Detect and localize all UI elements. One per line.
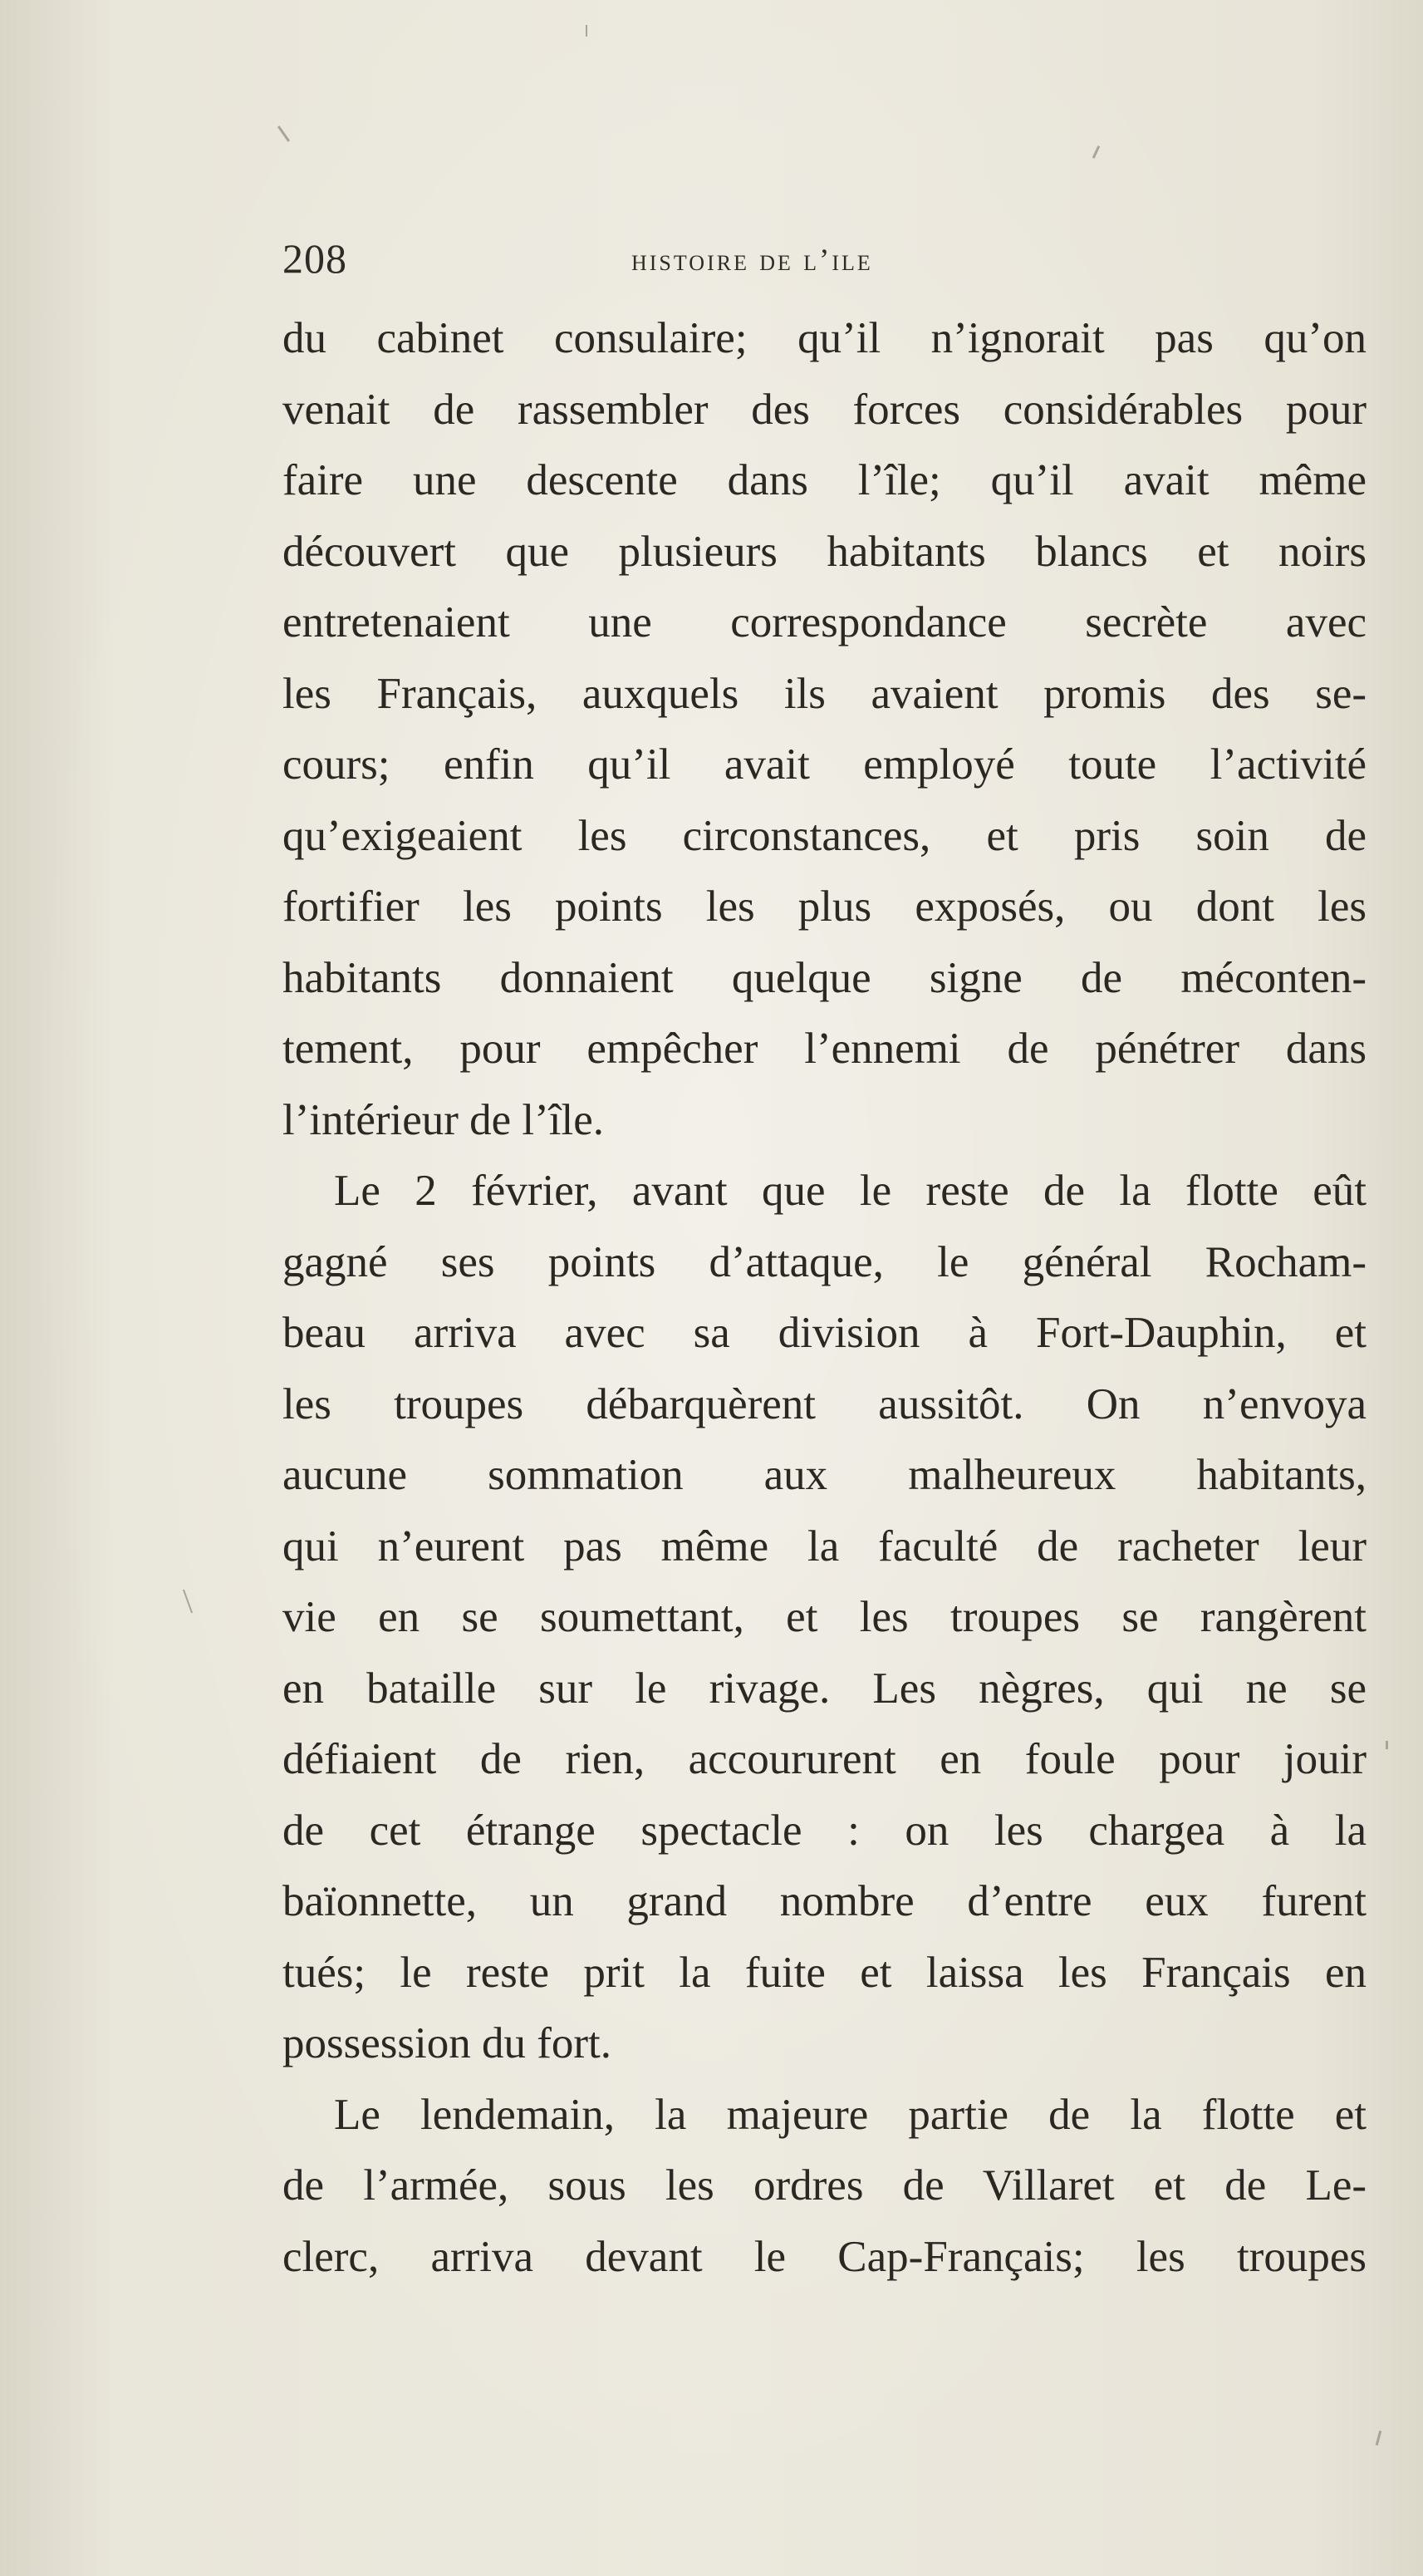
paper-speck [1386, 1741, 1388, 1749]
paper-speck [586, 25, 587, 37]
body-text [282, 303, 1367, 2293]
text-line: les Français, auxquels ils avaient promis des se- [282, 669, 1367, 718]
text-line: fortifier les points les plus exposés, ou dont les [282, 882, 1367, 931]
text-line: qu’exigeaient les circonstances, et pris soin de [282, 811, 1367, 860]
text-line: les troupes débarquèrent aussitôt. On n’envoya [282, 1379, 1367, 1428]
running-title: histoire de l’ile [631, 243, 873, 278]
paper-speck [1092, 145, 1100, 159]
paper-speck [277, 125, 290, 142]
paragraph-start-line: Le lendemain, la majeure partie de la flotte et [334, 2090, 1367, 2139]
running-header [282, 234, 1362, 293]
text-line: venait de rassembler des forces considérables pour [282, 385, 1367, 434]
text-line: beau arriva avec sa division à Fort-Dauphin, et [282, 1309, 1367, 1357]
text-line: aucune sommation aux malheureux habitants, [282, 1451, 1367, 1499]
text-line: vie en se soumettant, et les troupes se rangèrent [282, 1593, 1367, 1641]
text-line: de l’armée, sous les ordres de Villaret et de Le- [282, 2161, 1367, 2210]
text-line: entretenaient une correspondance secrète avec [282, 598, 1367, 646]
text-line: l’intérieur de l’île. [282, 1095, 605, 1144]
text-line: baïonnette, un grand nombre d’entre eux furent [282, 1877, 1367, 1925]
text-line: faire une descente dans l’île; qu’il avait même [282, 456, 1367, 504]
text-line: du cabinet consulaire; qu’il n’ignorait pas qu’on [282, 314, 1367, 362]
text-line: tement, pour empêcher l’ennemi de pénétrer dans [282, 1025, 1367, 1073]
text-line: qui n’eurent pas même la faculté de racheter leur [282, 1522, 1367, 1571]
text-line: habitants donnaient quelque signe de méconten- [282, 953, 1367, 1002]
text-line: cours; enfin qu’il avait employé toute l’activité [282, 740, 1367, 789]
paper-speck [1376, 2431, 1382, 2446]
text-line: défiaient de rien, accoururent en foule pour jouir [282, 1735, 1367, 1783]
text-line: en bataille sur le rivage. Les nègres, qui ne se [282, 1664, 1367, 1713]
paper-speck [183, 1590, 193, 1614]
text-line: possession du fort. [282, 2019, 612, 2067]
text-line: gagné ses points d’attaque, le général Rocham- [282, 1237, 1367, 1286]
text-line: tués; le reste prit la fuite et laissa les Français en [282, 1948, 1367, 1997]
text-line: de cet étrange spectacle : on les chargea à la [282, 1806, 1367, 1855]
text-line: clerc, arriva devant le Cap-Français; les troupes [282, 2232, 1367, 2281]
paragraph-start-line: Le 2 février, avant que le reste de la flotte eût [334, 1167, 1367, 1215]
page-number: 208 [282, 235, 347, 282]
text-line: découvert que plusieurs habitants blancs et noirs [282, 527, 1367, 576]
